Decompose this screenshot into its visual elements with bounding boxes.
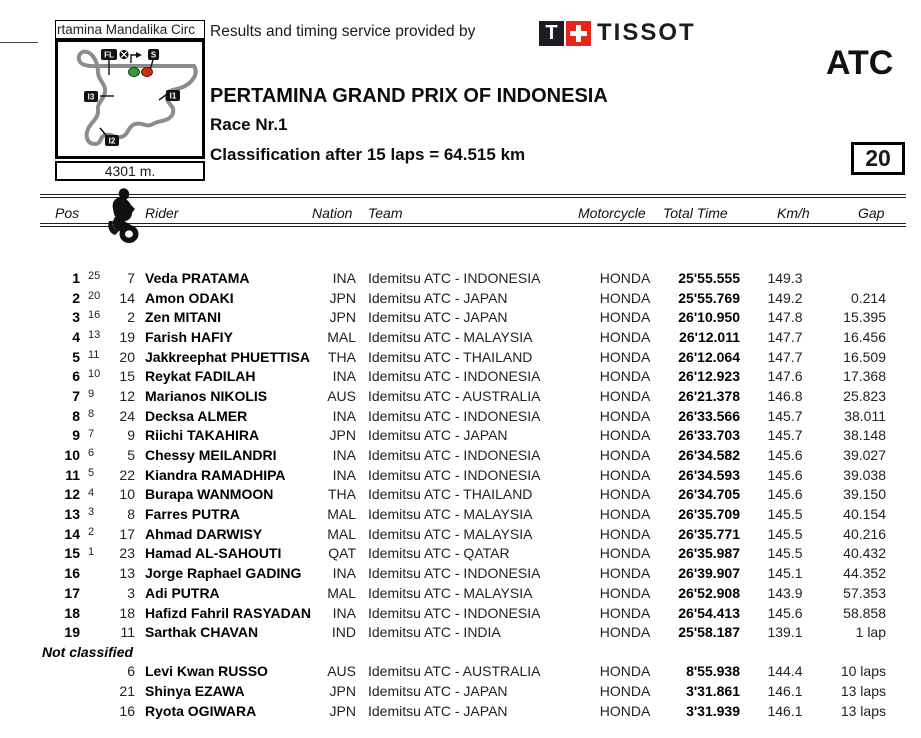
row-motorcycle: HONDA <box>599 584 651 601</box>
row-bike-number: 17 <box>119 525 135 542</box>
red-light-icon <box>142 67 153 76</box>
row-motorcycle: HONDA <box>599 269 651 286</box>
row-bike-number: 19 <box>119 328 135 345</box>
row-motorcycle: HONDA <box>599 565 651 582</box>
row-gap: 16.509 <box>843 348 886 365</box>
row-total-time: 26'12.064 <box>678 348 740 365</box>
table-row <box>40 681 906 701</box>
table-row <box>40 524 906 544</box>
table-row <box>40 386 906 406</box>
col-kmh: Km/h <box>777 205 810 221</box>
row-team: Idemitsu ATC - INDONESIA <box>368 269 541 286</box>
row-position: 7 <box>72 387 80 404</box>
row-nation: AUS <box>327 387 356 404</box>
row-nation: THA <box>328 486 356 503</box>
table-row <box>40 622 906 642</box>
row-points: 16 <box>88 309 101 322</box>
row-rider-name: Kiandra RAMADHIPA <box>145 466 286 483</box>
row-kmh: 145.7 <box>767 427 803 444</box>
row-bike-number: 3 <box>127 584 135 601</box>
row-bike-number: 14 <box>119 289 135 306</box>
row-nation: QAT <box>328 545 356 562</box>
row-bike-number: 16 <box>119 703 135 719</box>
row-bike-number: 22 <box>119 466 135 483</box>
row-bike-number: 20 <box>119 348 135 365</box>
row-bike-number: 2 <box>127 309 135 326</box>
table-row <box>40 406 906 426</box>
table-row <box>40 485 906 505</box>
row-bike-number: 15 <box>119 368 135 385</box>
row-position: 6 <box>72 368 80 385</box>
row-team: Idemitsu ATC - INDONESIA <box>368 447 541 464</box>
row-team: Idemitsu ATC - JAPAN <box>368 683 508 699</box>
row-position: 13 <box>64 506 80 523</box>
row-total-time: 26'34.705 <box>678 486 740 503</box>
row-team: Idemitsu ATC - AUSTRALIA <box>368 663 541 679</box>
table-row <box>40 268 906 288</box>
race-number: Race Nr.1 <box>210 115 288 134</box>
row-points: 4 <box>88 486 95 499</box>
row-team: Idemitsu ATC - INDONESIA <box>368 565 541 582</box>
row-kmh: 145.5 <box>767 525 803 542</box>
col-gap: Gap <box>858 205 885 221</box>
row-kmh: 143.9 <box>767 584 803 601</box>
row-points <box>80 681 106 683</box>
row-gap: 40.432 <box>843 545 886 562</box>
row-nation: INA <box>332 604 356 621</box>
row-points <box>80 701 106 703</box>
row-nation: THA <box>328 348 356 365</box>
row-total-time: 8'55.938 <box>686 663 740 679</box>
row-gap: 39.150 <box>843 486 886 503</box>
header-rule-bottom <box>40 223 906 227</box>
timing-service-text: Results and timing service provided by <box>210 23 476 40</box>
row-rider-name: Veda PRATAMA <box>145 269 250 286</box>
row-motorcycle: HONDA <box>599 407 651 424</box>
i1-badge-label: I1 <box>169 91 177 101</box>
row-team: Idemitsu ATC - THAILAND <box>368 348 533 365</box>
row-team: Idemitsu ATC - MALAYSIA <box>368 328 533 345</box>
row-rider-name: Shinya EZAWA <box>145 683 245 699</box>
col-pos: Pos <box>55 205 80 221</box>
row-team: Idemitsu ATC - JAPAN <box>368 289 508 306</box>
row-rider-name: Ryota OGIWARA <box>145 703 257 719</box>
row-nation: MAL <box>327 584 356 601</box>
col-motorcycle: Motorcycle <box>578 205 646 221</box>
row-nation: IND <box>331 624 356 641</box>
row-motorcycle: HONDA <box>599 486 651 503</box>
row-motorcycle: HONDA <box>599 348 651 365</box>
row-team: Idemitsu ATC - JAPAN <box>368 427 508 444</box>
row-bike-number: 10 <box>119 486 135 503</box>
row-kmh: 145.7 <box>767 407 803 424</box>
row-motorcycle: HONDA <box>599 427 651 444</box>
row-rider-name: Jakkreephat PHUETTISA <box>145 348 310 365</box>
track-length-box <box>55 161 205 181</box>
row-position: 9 <box>72 427 80 444</box>
row-total-time: 25'55.769 <box>678 289 740 306</box>
row-kmh: 146.1 <box>767 703 803 719</box>
row-total-time: 26'33.703 <box>678 427 740 444</box>
row-gap: 58.858 <box>843 604 886 621</box>
row-nation: JPN <box>329 309 356 326</box>
row-points: 25 <box>88 270 101 282</box>
table-row <box>40 307 906 327</box>
row-total-time: 3'31.939 <box>686 703 740 719</box>
circuit-map <box>55 39 205 159</box>
row-rider-name: Jorge Raphael GADING <box>145 565 302 582</box>
classification-line: Classification after 15 laps = 64.515 km <box>210 145 526 164</box>
table-row <box>40 445 906 465</box>
row-gap: 39.038 <box>843 466 886 483</box>
row-points: 8 <box>88 407 95 420</box>
row-motorcycle: HONDA <box>599 387 651 404</box>
row-kmh: 147.8 <box>767 309 803 326</box>
row-position: 10 <box>64 447 80 464</box>
row-bike-number: 9 <box>127 427 135 444</box>
row-rider-name: Marianos NIKOLIS <box>145 387 268 404</box>
event-title: PERTAMINA GRAND PRIX OF INDONESIA <box>210 85 608 107</box>
row-position: 11 <box>65 466 80 483</box>
circuit-name-box <box>55 20 205 39</box>
row-team: Idemitsu ATC - MALAYSIA <box>368 506 533 523</box>
row-nation: JPN <box>329 427 356 444</box>
row-rider-name: Amon ODAKI <box>145 289 234 306</box>
table-row <box>40 603 906 623</box>
row-nation: MAL <box>327 506 356 523</box>
page-number: 20 <box>865 145 891 171</box>
table-row <box>40 327 906 347</box>
not-classified-label: Not classified <box>42 644 134 660</box>
row-kmh: 145.5 <box>767 506 803 523</box>
row-kmh: 149.2 <box>767 289 803 306</box>
row-kmh: 145.5 <box>767 545 803 562</box>
row-team: Idemitsu ATC - INDIA <box>368 624 501 641</box>
row-bike-number: 12 <box>119 387 135 404</box>
crossed-x-icon <box>119 50 128 59</box>
swiss-cross-icon <box>566 21 591 46</box>
row-rider-name: Farres PUTRA <box>145 506 240 523</box>
row-position: 2 <box>72 289 80 306</box>
row-kmh: 149.3 <box>767 269 803 286</box>
row-bike-number: 13 <box>119 565 135 582</box>
row-bike-number: 5 <box>127 447 135 464</box>
row-nation: INA <box>332 447 356 464</box>
row-motorcycle: HONDA <box>599 663 651 679</box>
row-kmh: 145.6 <box>767 604 803 621</box>
row-motorcycle: HONDA <box>599 328 651 345</box>
row-rider-name: Farish HAFIY <box>145 328 233 345</box>
row-gap: 15.395 <box>843 309 886 326</box>
row-position: 5 <box>72 348 80 365</box>
results-table-header <box>40 194 906 227</box>
row-total-time: 26'39.907 <box>678 565 740 582</box>
row-total-time: 26'54.413 <box>678 604 740 621</box>
row-nation: INA <box>332 368 356 385</box>
row-team: Idemitsu ATC - INDONESIA <box>368 368 541 385</box>
row-position: 8 <box>72 407 80 424</box>
row-nation: INA <box>332 407 356 424</box>
row-bike-number: 24 <box>119 407 135 424</box>
row-total-time: 3'31.861 <box>686 683 740 699</box>
row-team: Idemitsu ATC - QATAR <box>368 545 510 562</box>
row-total-time: 26'34.582 <box>678 447 740 464</box>
row-motorcycle: HONDA <box>599 703 651 719</box>
table-row <box>40 544 906 564</box>
row-position: 19 <box>64 624 80 641</box>
row-nation: AUS <box>327 663 356 679</box>
row-team: Idemitsu ATC - INDONESIA <box>368 604 541 621</box>
row-points: 6 <box>88 447 95 460</box>
row-rider-name: Hamad AL-SAHOUTI <box>145 545 282 562</box>
header-rule-fragment <box>0 42 38 43</box>
row-points: 13 <box>88 329 101 342</box>
page-number-box <box>851 142 905 175</box>
row-rider-name: Burapa WANMOON <box>145 486 274 503</box>
row-kmh: 144.4 <box>767 663 803 679</box>
row-rider-name: Decksa ALMER <box>145 407 248 424</box>
row-points: 10 <box>88 368 101 381</box>
s-badge-label: S <box>150 50 157 60</box>
row-position: 3 <box>72 309 80 326</box>
motorcycle-rider-icon <box>102 187 144 245</box>
row-rider-name: Adi PUTRA <box>145 584 220 601</box>
direction-arrowhead <box>136 52 142 58</box>
row-nation: MAL <box>327 328 356 345</box>
row-kmh: 145.6 <box>767 447 803 464</box>
row-team: Idemitsu ATC - JAPAN <box>368 309 508 326</box>
not-classified-rows <box>40 661 906 721</box>
circuit-name-label: rtamina Mandalika Circ <box>57 22 196 37</box>
row-gap: 39.027 <box>843 447 886 464</box>
row-gap: 44.352 <box>843 565 886 582</box>
table-row <box>40 701 906 721</box>
row-position: 15 <box>64 545 80 562</box>
row-total-time: 26'35.709 <box>678 506 740 523</box>
row-team: Idemitsu ATC - INDONESIA <box>368 466 541 483</box>
row-gap: 57.353 <box>843 584 886 601</box>
row-gap: 1 lap <box>855 624 886 641</box>
row-points <box>80 622 106 624</box>
circuit-map-svg <box>58 42 202 156</box>
row-total-time: 26'35.987 <box>678 545 740 562</box>
row-gap: 0.214 <box>850 289 886 306</box>
tissot-wordmark: TISSOT <box>597 19 696 46</box>
row-bike-number: 23 <box>119 545 135 562</box>
row-points <box>80 661 106 663</box>
row-position: 18 <box>64 604 80 621</box>
row-gap: 38.011 <box>844 407 886 424</box>
row-gap: 38.148 <box>843 427 886 444</box>
row-total-time: 26'12.923 <box>678 368 740 385</box>
i3-badge-label: I3 <box>87 92 95 102</box>
row-gap: 13 laps <box>840 703 886 719</box>
row-bike-number: 8 <box>127 506 135 523</box>
row-motorcycle: HONDA <box>599 506 651 523</box>
row-nation: INA <box>332 466 356 483</box>
results-rows <box>40 268 906 642</box>
row-points: 7 <box>88 427 95 440</box>
table-row <box>40 661 906 681</box>
row-motorcycle: HONDA <box>599 466 651 483</box>
row-gap: 10 laps <box>840 663 886 679</box>
row-bike-number: 18 <box>119 604 135 621</box>
row-motorcycle: HONDA <box>599 683 651 699</box>
table-row <box>40 563 906 583</box>
row-points: 2 <box>88 525 95 538</box>
row-total-time: 26'34.593 <box>678 466 740 483</box>
row-points: 9 <box>88 388 95 401</box>
row-motorcycle: HONDA <box>599 545 651 562</box>
row-position: 4 <box>72 328 80 345</box>
table-row <box>40 426 906 446</box>
row-total-time: 26'21.378 <box>678 387 740 404</box>
tissot-t-icon: T <box>539 21 564 46</box>
row-points <box>80 583 106 585</box>
row-gap: 17.368 <box>843 368 886 385</box>
row-team: Idemitsu ATC - AUSTRALIA <box>368 387 541 404</box>
row-rider-name: Hafizd Fahril RASYADAN <box>145 604 311 621</box>
col-nation: Nation <box>312 205 353 221</box>
row-kmh: 145.6 <box>767 486 803 503</box>
row-team: Idemitsu ATC - MALAYSIA <box>368 584 533 601</box>
table-row <box>40 288 906 308</box>
row-team: Idemitsu ATC - THAILAND <box>368 486 533 503</box>
row-gap: 13 laps <box>840 683 886 699</box>
row-points <box>80 603 106 605</box>
row-bike-number: 7 <box>127 269 135 286</box>
row-position: 17 <box>64 584 80 601</box>
row-motorcycle: HONDA <box>599 604 651 621</box>
tissot-logo <box>539 20 696 46</box>
row-points: 11 <box>88 348 100 361</box>
row-kmh: 139.1 <box>767 624 803 641</box>
row-team: Idemitsu ATC - INDONESIA <box>368 407 541 424</box>
row-nation: JPN <box>329 683 356 699</box>
row-bike-number: 6 <box>127 663 135 679</box>
row-bike-number: 11 <box>120 624 135 641</box>
row-total-time: 25'58.187 <box>678 624 740 641</box>
row-nation: INA <box>332 565 356 582</box>
header-rule-top <box>40 194 906 198</box>
row-nation: MAL <box>327 525 356 542</box>
row-motorcycle: HONDA <box>599 289 651 306</box>
i2-badge-label: I2 <box>108 136 116 146</box>
row-gap: 40.216 <box>843 525 886 542</box>
row-points <box>80 563 106 565</box>
row-points: 1 <box>88 545 95 558</box>
col-rider: Rider <box>145 205 179 221</box>
row-nation: JPN <box>329 289 356 306</box>
category-label: ATC <box>826 44 894 82</box>
row-kmh: 147.6 <box>767 368 803 385</box>
row-rider-name: Riichi TAKAHIRA <box>145 427 260 444</box>
row-motorcycle: HONDA <box>599 309 651 326</box>
fl-badge-label: FL <box>104 50 114 60</box>
row-rider-name: Sarthak CHAVAN <box>145 624 259 641</box>
table-row <box>40 465 906 485</box>
green-light-icon <box>129 67 140 76</box>
row-points: 5 <box>88 466 95 479</box>
row-kmh: 145.1 <box>767 565 803 582</box>
table-row <box>40 504 906 524</box>
row-team: Idemitsu ATC - MALAYSIA <box>368 525 533 542</box>
row-gap: 40.154 <box>843 506 886 523</box>
col-total-time: Total Time <box>663 205 728 221</box>
row-rider-name: Reykat FADILAH <box>145 368 256 385</box>
row-position: 14 <box>64 525 80 542</box>
row-rider-name: Ahmad DARWISY <box>145 525 263 542</box>
row-position: 16 <box>64 565 80 582</box>
row-rider-name: Chessy MEILANDRI <box>145 447 277 464</box>
row-rider-name: Zen MITANI <box>145 309 221 326</box>
row-points: 3 <box>88 506 95 519</box>
table-row <box>40 583 906 603</box>
row-total-time: 26'10.950 <box>678 309 740 326</box>
row-rider-name: Levi Kwan RUSSO <box>145 663 268 679</box>
row-gap: 16.456 <box>843 328 886 345</box>
row-kmh: 145.6 <box>767 466 803 483</box>
row-bike-number: 21 <box>119 683 135 699</box>
row-total-time: 26'52.908 <box>678 584 740 601</box>
table-row <box>40 366 906 386</box>
row-kmh: 147.7 <box>767 328 803 345</box>
row-total-time: 25'55.555 <box>678 269 740 286</box>
row-gap: 25.823 <box>843 387 886 404</box>
row-motorcycle: HONDA <box>599 368 651 385</box>
row-kmh: 147.7 <box>767 348 803 365</box>
row-kmh: 146.1 <box>767 683 803 699</box>
row-motorcycle: HONDA <box>599 447 651 464</box>
track-length-label: 4301 m. <box>104 163 156 179</box>
row-position: 1 <box>72 269 80 286</box>
row-kmh: 146.8 <box>767 387 803 404</box>
table-row <box>40 347 906 367</box>
row-team: Idemitsu ATC - JAPAN <box>368 703 508 719</box>
row-motorcycle: HONDA <box>599 624 651 641</box>
row-points: 20 <box>88 289 101 302</box>
row-motorcycle: HONDA <box>599 525 651 542</box>
row-total-time: 26'33.566 <box>678 407 740 424</box>
row-nation: INA <box>332 269 356 286</box>
row-nation: JPN <box>329 703 356 719</box>
row-total-time: 26'35.771 <box>678 525 740 542</box>
row-position: 12 <box>64 486 80 503</box>
col-team: Team <box>368 205 403 221</box>
row-total-time: 26'12.011 <box>679 328 740 345</box>
